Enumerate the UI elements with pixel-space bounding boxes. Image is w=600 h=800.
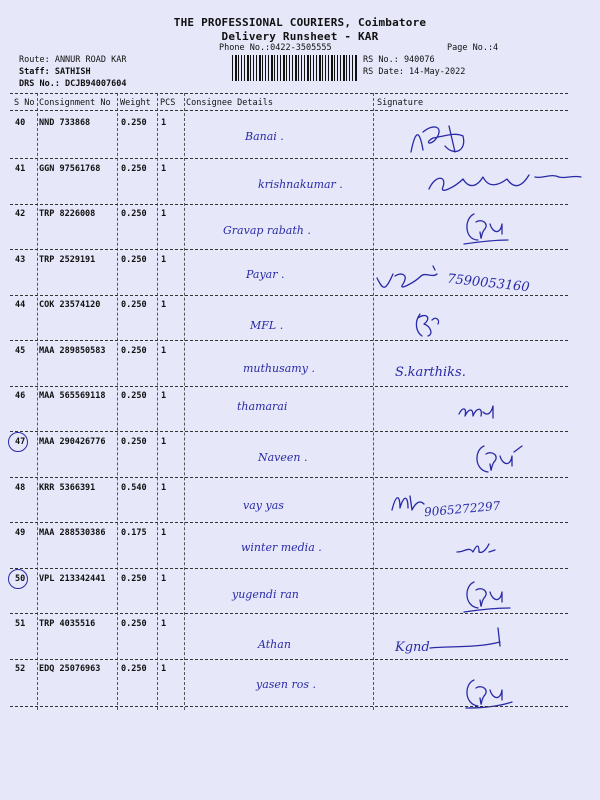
row-sno: 47 [15, 437, 26, 447]
row-sno: 50 [15, 574, 26, 584]
row-weight: 0.250 [121, 164, 147, 174]
row-rule [10, 340, 568, 341]
header-rule [10, 110, 568, 111]
column-divider [117, 93, 118, 710]
row-pcs: 1 [161, 255, 167, 265]
row-pcs: 1 [161, 664, 167, 674]
col-header-weight: Weight [120, 98, 151, 108]
drs-number: DRS No.: DCJB94007604 [19, 79, 127, 89]
row-consignment: MAA 565569118 [39, 391, 106, 401]
row-rule [10, 568, 568, 569]
table-bottom-rule [10, 706, 568, 707]
phone-number: Phone No.:0422-3505555 [219, 43, 332, 53]
row-weight: 0.175 [121, 528, 147, 538]
row-rule [10, 249, 568, 250]
row-consignment: TRP 4035516 [39, 619, 96, 629]
row-consignee: krishnakumar . [258, 178, 343, 191]
row-sno: 51 [15, 619, 26, 629]
row-sno: 46 [15, 391, 26, 401]
row-pcs: 1 [161, 118, 167, 128]
row-sno: 41 [15, 164, 26, 174]
row-rule [10, 613, 568, 614]
row-rule [10, 431, 568, 432]
row-pcs: 1 [161, 437, 167, 447]
row-pcs: 1 [161, 300, 167, 310]
col-header-consignment: Consignment No [39, 98, 111, 108]
row-weight: 0.250 [121, 346, 147, 356]
row-rule [10, 295, 568, 296]
row-consignment: TRP 2529191 [39, 255, 96, 265]
row-consignee: Banai . [245, 130, 284, 143]
row-consignment: KRR 5366391 [39, 483, 96, 493]
company-title: THE PROFESSIONAL COURIERS, Coimbatore [173, 16, 427, 29]
row-consignment: COK 23574120 [39, 300, 101, 310]
row-consignee: Gravap rabath . [223, 224, 311, 237]
column-divider [184, 93, 185, 710]
row-pcs: 1 [161, 391, 167, 401]
row-weight: 0.250 [121, 300, 147, 310]
row-consignee: Naveen . [258, 451, 308, 464]
row-sno: 44 [15, 300, 26, 310]
row-consignee: thamarai [237, 400, 288, 413]
row-pcs: 1 [161, 528, 167, 538]
row-rule [10, 386, 568, 387]
signature-text: S.karthiks. [395, 365, 466, 380]
column-divider [373, 93, 374, 710]
row-weight: 0.250 [121, 574, 147, 584]
row-consignee: yugendi ran [232, 588, 299, 601]
row-consignment: NND 733868 [39, 118, 91, 128]
row-rule [10, 158, 568, 159]
column-divider [157, 93, 158, 710]
row-pcs: 1 [161, 346, 167, 356]
row-pcs: 1 [161, 209, 167, 219]
col-header-pcs: PCS [160, 98, 176, 108]
row-weight: 0.250 [121, 118, 147, 128]
row-consignment: MAA 289850583 [39, 346, 106, 356]
row-consignee: Athan [258, 638, 291, 651]
row-rule [10, 522, 568, 523]
signature-phone: 9065272297 [423, 498, 501, 520]
signature-scribble [428, 624, 508, 654]
row-sno: 40 [15, 118, 26, 128]
signature-scribble [425, 165, 585, 197]
row-consignment: VPL 213342441 [39, 574, 106, 584]
row-weight: 0.250 [121, 664, 147, 674]
signature-scribble [405, 122, 485, 158]
runsheet-title: Delivery Runsheet - KAR [221, 30, 379, 43]
col-header-signature: Signature [377, 98, 424, 108]
row-consignee: muthusamy . [243, 362, 315, 375]
row-consignee: vay yas [243, 499, 284, 512]
signature-scribble [460, 210, 512, 246]
barcode [232, 55, 357, 81]
col-header-consignee: Consignee Details [186, 98, 273, 108]
table-top-rule [10, 93, 568, 94]
row-sno: 45 [15, 346, 26, 356]
row-consignee: MFL . [250, 319, 284, 332]
page-number: Page No.:4 [447, 43, 499, 53]
row-rule [10, 477, 568, 478]
signature-scribble [470, 440, 530, 478]
row-weight: 0.250 [121, 255, 147, 265]
signature-scribble [455, 540, 499, 560]
row-pcs: 1 [161, 574, 167, 584]
row-consignment: GGN 97561768 [39, 164, 101, 174]
rs-number: RS No.: 940076 [363, 55, 435, 65]
row-rule [10, 204, 568, 205]
signature-scribble [460, 578, 514, 614]
row-consignment: EDQ 25076963 [39, 664, 101, 674]
row-sno: 49 [15, 528, 26, 538]
signature-text: Kgnd [395, 640, 430, 655]
row-rule [10, 659, 568, 660]
signature-scribble [375, 262, 445, 296]
row-pcs: 1 [161, 483, 167, 493]
row-sno: 48 [15, 483, 26, 493]
column-divider [37, 93, 38, 710]
row-weight: 0.250 [121, 391, 147, 401]
row-weight: 0.250 [121, 209, 147, 219]
row-sno: 52 [15, 664, 26, 674]
row-consignee: winter media . [241, 541, 322, 554]
row-weight: 0.250 [121, 437, 147, 447]
signature-phone: 7590053160 [446, 271, 531, 296]
row-weight: 0.540 [121, 483, 147, 493]
row-pcs: 1 [161, 164, 167, 174]
row-consignee: Payar . [246, 268, 285, 281]
col-header-sno: S No [14, 98, 35, 108]
row-sno: 42 [15, 209, 26, 219]
row-consignee: yasen ros . [256, 678, 317, 691]
row-consignment: TRP 8226008 [39, 209, 96, 219]
row-weight: 0.250 [121, 619, 147, 629]
row-sno: 43 [15, 255, 26, 265]
row-consignment: MAA 290426776 [39, 437, 106, 447]
rs-date: RS Date: 14-May-2022 [363, 67, 466, 77]
signature-scribble [455, 400, 499, 424]
route-label: Route: ANNUR ROAD KAR [19, 55, 127, 65]
row-pcs: 1 [161, 619, 167, 629]
signature-scribble [410, 308, 446, 340]
staff-label: Staff: SATHISH [19, 67, 91, 77]
row-consignment: MAA 288530386 [39, 528, 106, 538]
